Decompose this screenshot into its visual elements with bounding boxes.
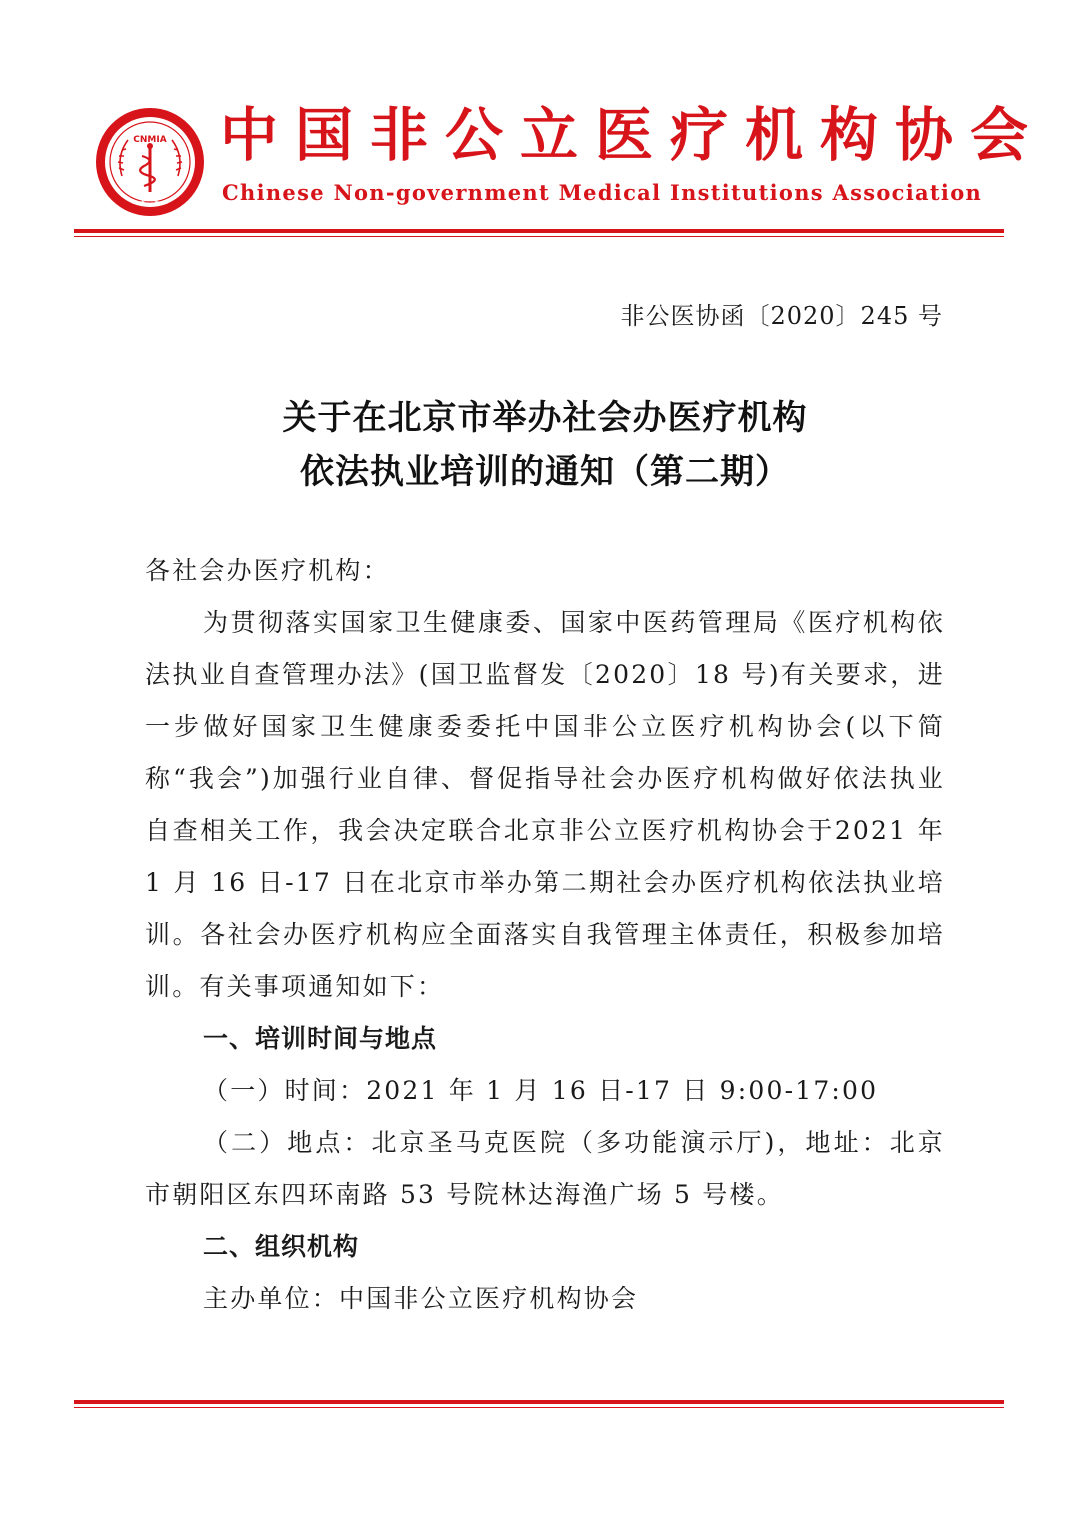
intro-paragraph: 为贯彻落实国家卫生健康委、国家中医药管理局《医疗机构依法执业自查管理办法》(国卫监督发〔2020〕18 号)有关要求，进一步做好国家卫生健康委委托中国非公立医疗机构协会(以下简称“我会”)加强行业自律、督促指导社会办医疗机构做好依法执业自查相关工作，我会决定联合北京非公立医疗机构协会于2021 年 1 月 16 日-17 日在北京市举办第二期社会办医疗机构依法执业培训。各社会办医疗机构应全面落实自我管理主体责任，积极参加培训。有关事项通知如下：	[145, 608, 945, 1001]
document-body	[145, 545, 945, 1325]
title-line-1: 关于在北京市举办社会办医疗机构	[282, 398, 808, 438]
section-1-place: （二）地点：北京圣马克医院（多功能演示厅)，地址：北京市朝阳区东四环南路 53 号院林达海渔广场 5 号楼。	[145, 1128, 945, 1209]
header-rule-thick	[74, 229, 1004, 233]
org-name-chinese: 中国非公立医疗机构协会	[220, 101, 1046, 169]
svg-text:★: ★	[140, 199, 146, 206]
document-number: 非公医协函〔2020〕245 号	[620, 302, 943, 330]
section-1-heading: 一、培训时间与地点	[203, 1024, 438, 1053]
footer-rule-thin	[74, 1407, 1004, 1408]
seal-abbr-text: CNMIA	[133, 135, 167, 145]
footer-rule-thick	[74, 1400, 1004, 1404]
svg-text:★: ★	[154, 199, 160, 206]
salutation: 各社会办医疗机构：	[145, 556, 390, 585]
section-1-time: （一）时间：2021 年 1 月 16 日-17 日 9:00-17:00	[203, 1076, 879, 1105]
section-2-heading: 二、组织机构	[203, 1232, 360, 1261]
org-name-english: Chinese Non-government Medical Institutions Association	[222, 180, 983, 205]
header-rule-thin	[74, 236, 1004, 237]
title-line-2: 依法执业培训的通知（第二期）	[300, 452, 790, 492]
association-seal-logo	[94, 106, 206, 218]
letterhead	[92, 100, 1046, 220]
section-2-organizer: 主办单位：中国非公立医疗机构协会	[203, 1284, 639, 1313]
